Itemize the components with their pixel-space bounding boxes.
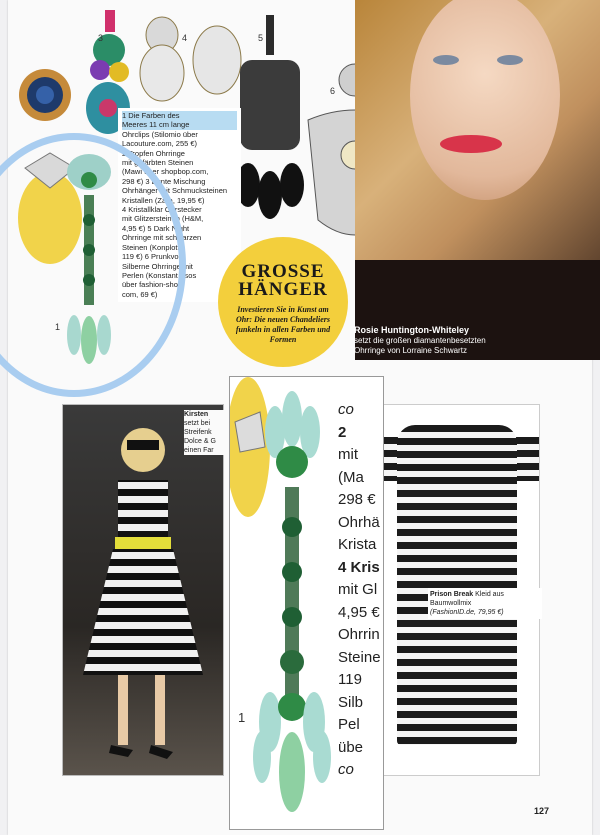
- text-line: com, 69 €): [122, 289, 158, 299]
- caption-line: Dolce & G: [184, 438, 216, 445]
- section-badge: [218, 237, 348, 367]
- insert-text-line: co: [338, 761, 354, 778]
- jewelry-number-1-small: 1: [55, 322, 61, 332]
- text-line: Perlen (Konstant Asos: [122, 270, 197, 280]
- text-line: 2 Tropfen Ohrringe: [122, 148, 185, 158]
- insert-text-line: übe: [338, 738, 364, 756]
- text-line: 4,95 €) 5 Dark Night: [122, 223, 190, 233]
- jewelry-number-5: 5: [258, 33, 264, 43]
- insert-text-line: 2: [338, 423, 347, 441]
- insert-text-line: Ohrhä: [338, 513, 380, 531]
- badge-title-line2: HÄNGER: [238, 279, 328, 300]
- striped-dress: [397, 425, 517, 745]
- celebrity-portrait-photo: [355, 0, 600, 360]
- green-chandelier-earring-large: [230, 377, 355, 829]
- text-line: Silberne Ohrringe mit: [122, 261, 193, 271]
- text-line: Lacouture.com, 255 €): [122, 139, 198, 149]
- lips: [440, 135, 502, 153]
- text-line: über fashion-shop.: [122, 280, 185, 290]
- shirt-caption-shop: (FashionID.de, 79,95 €): [430, 609, 504, 616]
- portrait-caption-line1: setzt die großen diamantenbesetzten: [354, 336, 486, 345]
- text-line: Kristallen (Zara, 19,95 €): [122, 195, 205, 205]
- jewelry-number-6: 6: [330, 86, 336, 96]
- shirt-caption: [428, 588, 542, 619]
- text-line: Ohrhänger mit Schmucksteinen: [122, 186, 228, 196]
- insert-text-column: [338, 399, 384, 782]
- jewelry-number-4: 4: [182, 33, 188, 43]
- caption-line: einen Far: [184, 447, 214, 454]
- celebrity-street-photo: [62, 404, 224, 776]
- face: [410, 0, 560, 200]
- insert-text-line: (Ma: [338, 468, 364, 486]
- portrait-caption: [354, 325, 594, 356]
- page-number: 127: [534, 806, 550, 816]
- text-line: Ohrclips (Stilomio über: [122, 129, 198, 139]
- insert-text-line: 4,95 €: [338, 603, 380, 621]
- insert-text-line: 4 Kris: [338, 558, 380, 576]
- insert-text-line: co: [338, 401, 354, 418]
- caption-line: Streifenk: [184, 429, 212, 436]
- blue-brooch-earring: [15, 60, 75, 135]
- crystal-earring-4: [135, 15, 190, 105]
- right-eye: [497, 55, 523, 65]
- insert-text-line: Steine: [338, 648, 381, 666]
- text-line: mit Glitzersteinen (H&M,: [122, 214, 204, 224]
- portrait-caption-line2: Ohrringe von Lorraine Schwartz: [354, 346, 467, 355]
- text-line: Steinen (Konplott,: [122, 242, 182, 252]
- insert-text-line: 298 €: [338, 491, 376, 508]
- insert-text-line: Krista: [338, 536, 377, 553]
- text-line: 119 €) 6 Prunkvoll: [122, 252, 182, 262]
- text-line: 1 Die Farben des: [122, 111, 237, 120]
- badge-title-line1: GROSSE: [241, 261, 325, 282]
- insert-text-line: Pel: [338, 716, 360, 733]
- insert-text-line: 119: [338, 671, 362, 688]
- insert-text-line: mit Gl: [338, 581, 378, 598]
- insert-number-1: 1: [238, 710, 246, 725]
- caption-line: setzt bei: [184, 420, 211, 427]
- left-eye: [433, 55, 459, 65]
- badge-subtitle: Investieren Sie in Kunst am Ohr: Die neuen Chandeliers funkeln in allen Farben und Formen: [235, 305, 331, 344]
- shirt-caption-desc: Kleid aus Baumwollmix: [430, 591, 504, 607]
- caption-line: Kirsten: [184, 411, 209, 418]
- insert-text-line: Silb: [338, 693, 364, 711]
- shirt-caption-title: Prison Break: [430, 591, 474, 598]
- insert-text-line: mit: [338, 446, 358, 463]
- text-line: Ohrringe mit schwarzen: [122, 233, 202, 243]
- portrait-caption-name: Rosie Huntington-Whiteley: [354, 325, 469, 335]
- text-line: mit gefärbten Steinen: [122, 158, 194, 168]
- text-line: 4 Kristallklar Ohrstecker: [122, 205, 202, 215]
- jewelry-number-3: 3: [98, 33, 104, 43]
- text-line: 298 €) 3 Bunte Mischung: [122, 176, 206, 186]
- striped-dress-figure: [63, 405, 223, 775]
- text-line: (Mawi über shopbop.com,: [122, 167, 209, 177]
- zoomed-earring-insert: [229, 376, 384, 830]
- insert-text-line: Ohrrin: [338, 626, 380, 643]
- text-line: Meeres 11 cm lange: [122, 120, 237, 129]
